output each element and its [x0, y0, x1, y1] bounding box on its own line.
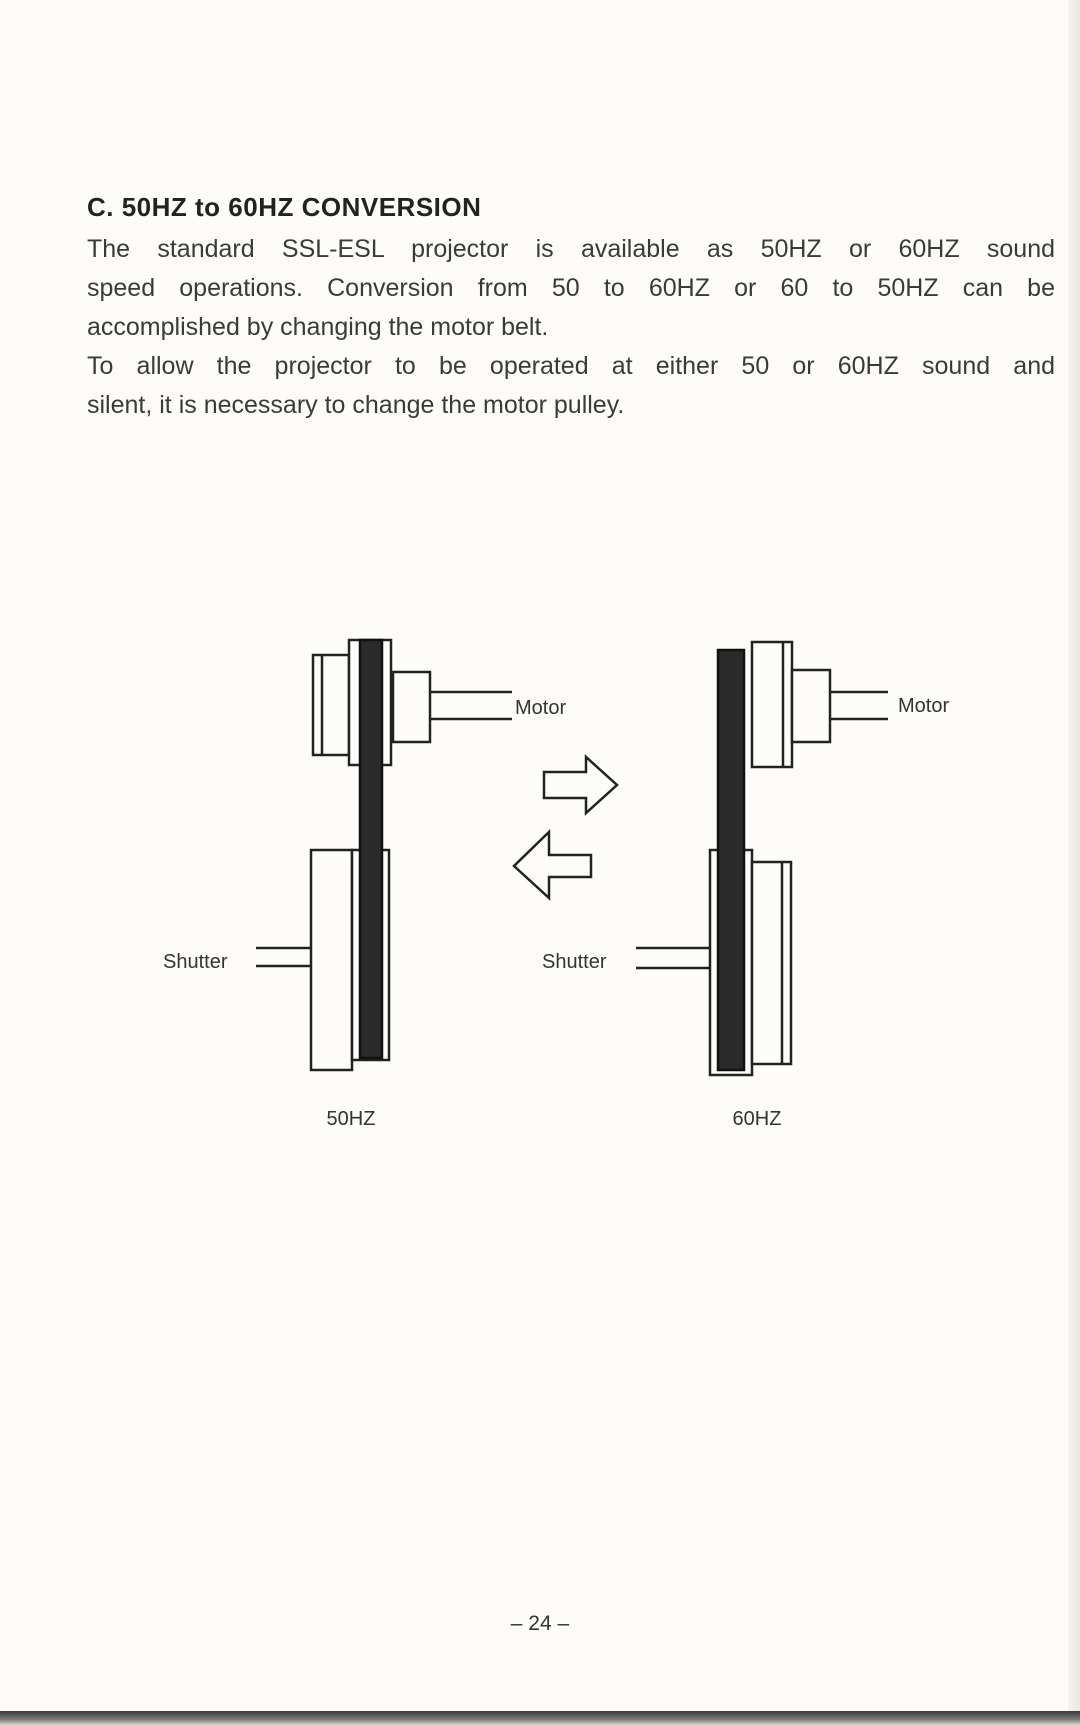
shutter-label: Shutter [542, 951, 607, 973]
motor-belt [718, 650, 744, 1070]
arrow-right-icon [544, 757, 617, 813]
motor-label: Motor [515, 697, 567, 719]
motor-pulley [752, 642, 888, 767]
caption-50hz: 50HZ [326, 1108, 376, 1130]
paragraph-line: To allow the projector to be operated at either 50 or 60HZ sound and [87, 352, 1055, 380]
paragraph-line: silent, it is necessary to change the motor pulley. [87, 391, 625, 419]
motor-label: Motor [898, 695, 950, 717]
arrow-left-icon [514, 832, 591, 898]
diagram-50hz [256, 640, 512, 1070]
motor-belt [360, 640, 382, 1058]
page-number: – 24 – [510, 1612, 570, 1635]
shutter-pulley [636, 850, 791, 1075]
caption-60hz: 60HZ [732, 1108, 782, 1130]
paragraph-line: speed operations. Conversion from 50 to 60HZ or 60 to 50HZ can be [87, 274, 1055, 302]
paragraph-line: The standard SSL-ESL projector is available as 50HZ or 60HZ sound [87, 235, 1055, 263]
shutter-label: Shutter [163, 951, 228, 973]
paragraph-line: accomplished by changing the motor belt. [87, 313, 549, 341]
diagram-60hz [636, 642, 888, 1075]
bottom-edge-shadow [0, 1711, 1080, 1725]
motor-pulley [313, 640, 512, 765]
section-heading: C. 50HZ to 60HZ CONVERSION [87, 192, 482, 222]
